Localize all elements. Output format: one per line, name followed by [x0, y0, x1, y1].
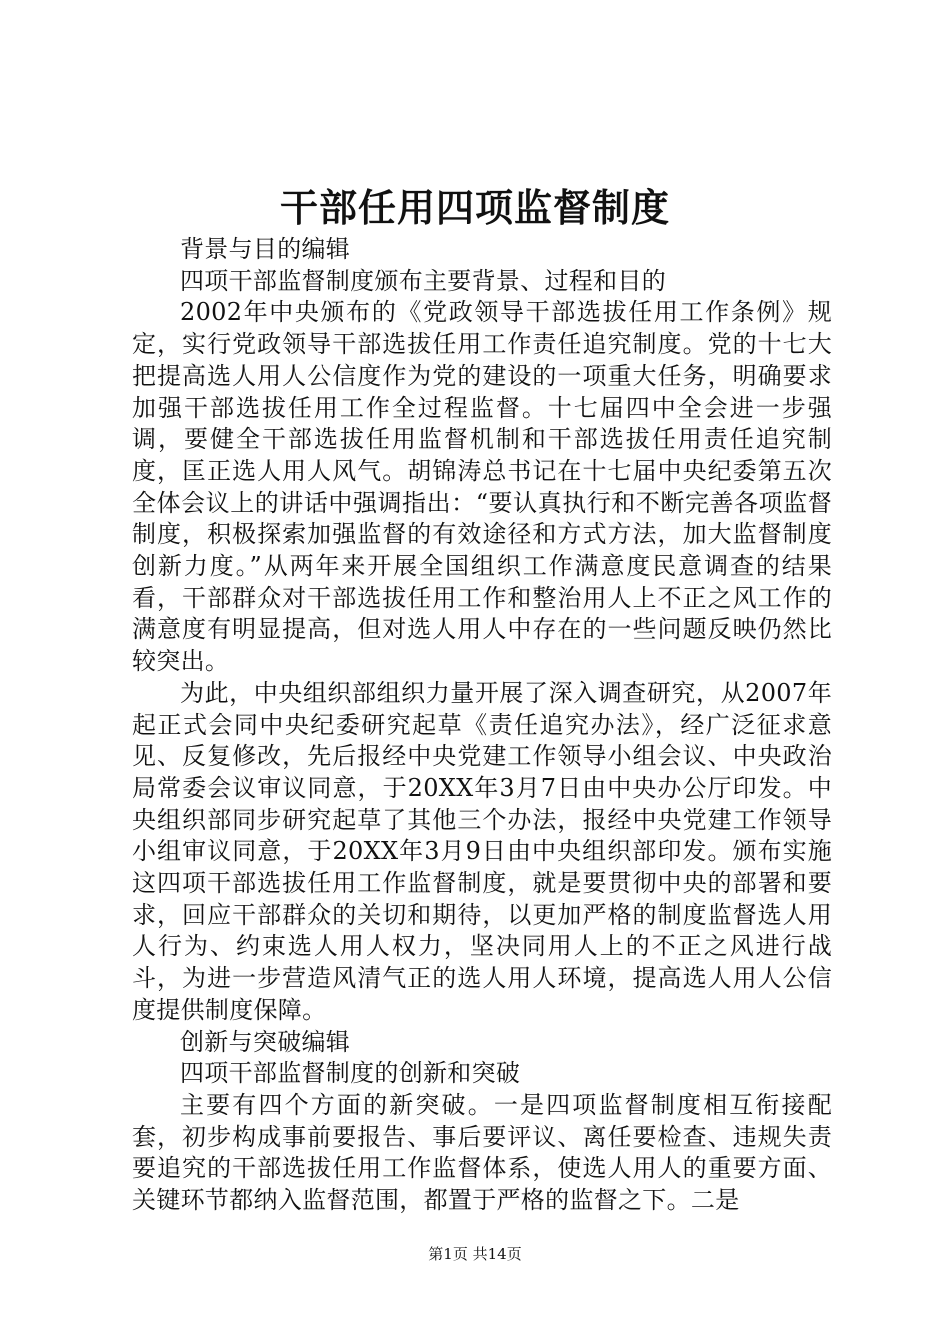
paragraph: 2002年中央颁布的《党政领导干部选拔任用工作条例》规定，实行党政领导干部选拔任用工作责任追究制度。党的十七大把提高选人用人公信度作为党的建设的一项重大任务，明确要求加强干部选拔任用工作全过程监督。十七届四中全会进一步强调，要健全干部选拔任用监督机制和干部选拔任用责任追究制度，匡正选人用人风气。胡锦涛总书记在十七届中央纪委第五次全体会议上的讲话中强调指出：“要认真执行和不断完善各项监督制度，积极探索加强监督的有效途径和方式方法，加大监督制度创新力度。”从两年来开展全国组织工作满意度民意调查的结果看，干部群众对干部选拔任用工作和整治用人上不正之风工作的满意度有明显提高，但对选人用人中存在的一些问题反映仍然比较突出。 [132, 298, 832, 676]
subheading-innovation: 四项干部监督制度的创新和突破 [180, 1059, 521, 1088]
document-title: 干部任用四项监督制度 [279, 186, 670, 230]
document-body [132, 234, 832, 1217]
page-number: 第1页 共14页 [428, 1245, 522, 1263]
section-heading-background: 背景与目的编辑 [180, 235, 351, 263]
section-heading-innovation: 创新与突破编辑 [180, 1027, 351, 1056]
paragraph: 为此，中央组织部组织力量开展了深入调查研究，从2007年起正式会同中央纪委研究起草《责任追究办法》，经广泛征求意见、反复修改，先后报经中央党建工作领导小组会议、中央政治局常委会议审议同意，于20XX年3月7日由中央办公厅印发。中央组织部同步研究起草了其他三个办法，报经中央党建工作领导小组审议同意，于20XX年3月9日由中央组织部印发。颁布实施这四项干部选拔任用工作监督制度，就是要贯彻中央的部署和要求，回应干部群众的关切和期待，以更加严格的制度监督选人用人行为、约束选人用人权力，坚决同用人上的不正之风进行战斗，为进一步营造风清气正的选人用人环境，提高选人用人公信度提供制度保障。 [132, 678, 832, 1024]
subheading-background: 四项干部监督制度颁布主要背景、过程和目的 [180, 266, 666, 295]
paragraph: 主要有四个方面的新突破。一是四项监督制度相互衔接配套，初步构成事前要报告、事后要评议、离任要检查、违规失责要追究的干部选拔任用工作监督体系，使选人用人的重要方面、关键环节都纳入监督范围，都置于严格的监督之下。二是 [132, 1090, 832, 1215]
